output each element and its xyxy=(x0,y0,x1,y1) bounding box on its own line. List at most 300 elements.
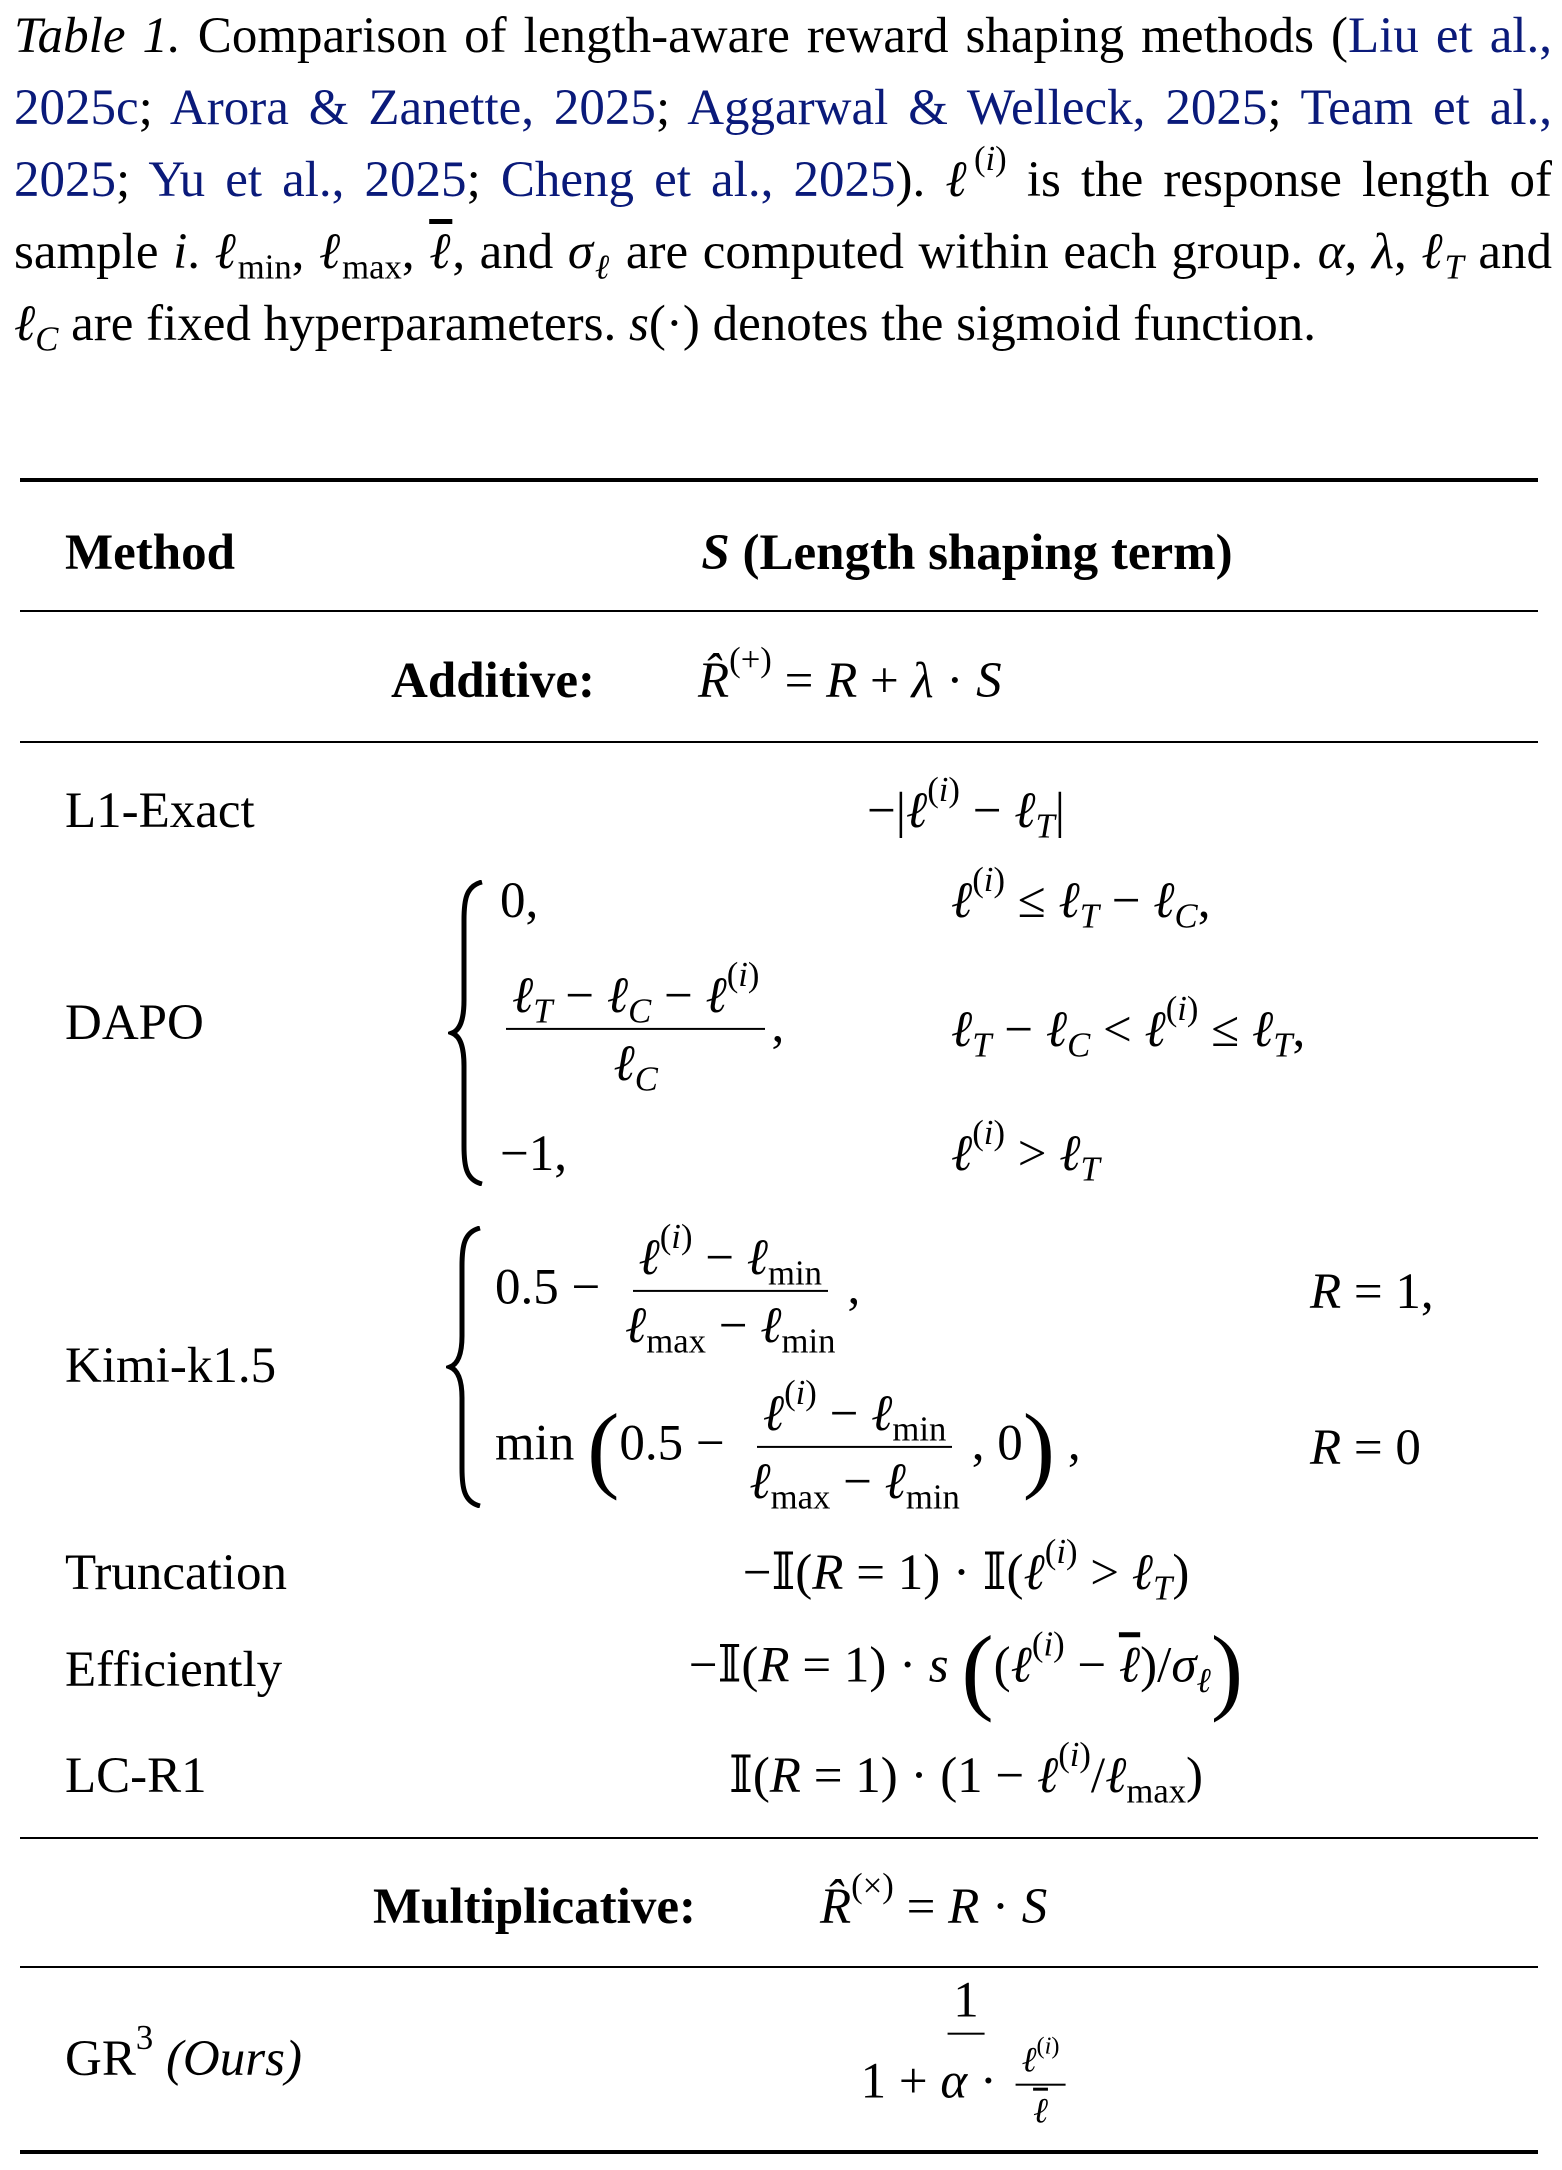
math-subscript xyxy=(1196,1661,1210,1700)
math-fraction xyxy=(855,1973,1078,2132)
caption-text: is the response length of sample xyxy=(14,152,1553,280)
math-expr xyxy=(429,224,452,280)
header-rule xyxy=(20,610,1538,612)
citation-link[interactable]: Liu et al., 2025c xyxy=(14,8,1553,136)
math-superscript xyxy=(727,955,760,994)
math-mean-variable: ℓ xyxy=(1118,1637,1141,1694)
math-variable: T xyxy=(1079,896,1100,936)
column-header-method: Method xyxy=(65,524,235,581)
additive-label: Additive: xyxy=(391,652,595,709)
math-token: , xyxy=(1197,872,1211,929)
math-token: ( xyxy=(1036,2032,1045,2060)
math-token: −1, xyxy=(500,1125,568,1182)
math-token: ( xyxy=(1031,1624,1044,1664)
additive-formula xyxy=(698,639,1002,709)
math-variable: α xyxy=(940,2053,968,2110)
dapo-case-1-condition xyxy=(951,859,1211,936)
formula-lc-r1 xyxy=(728,1734,1204,1811)
math-variable: T xyxy=(533,991,553,1031)
math-superscript xyxy=(729,640,772,679)
math-variable: ℓ xyxy=(1131,1544,1154,1601)
math-variable: i xyxy=(983,1112,994,1152)
math-token: − xyxy=(959,782,1015,839)
caption-text: and xyxy=(1463,224,1552,280)
fraction-numerator xyxy=(947,1973,985,2035)
fraction-denominator xyxy=(608,1030,664,1099)
s-symbol: S xyxy=(701,524,730,581)
caption-text: ). xyxy=(895,152,946,208)
method-gr3-name: GR xyxy=(65,2030,136,2087)
math-token: min xyxy=(781,1321,836,1361)
math-variable: R̂ xyxy=(698,652,730,709)
method-dapo: DAPO xyxy=(65,994,204,1051)
math-subscript xyxy=(1080,896,1099,935)
dapo-case-2-value xyxy=(500,954,785,1099)
caption-text: are computed within each group. xyxy=(611,224,1318,280)
math-token: · xyxy=(967,2053,1010,2110)
math-token: − xyxy=(1099,872,1154,929)
math-subscript xyxy=(238,247,292,286)
math-token: ( xyxy=(659,1216,672,1256)
math-variable: ℓ xyxy=(905,782,928,839)
math-variable: ℓ xyxy=(1059,1125,1081,1182)
math-subscript xyxy=(1067,1025,1090,1064)
math-token: −| xyxy=(867,782,906,839)
caption-sep: ; xyxy=(116,152,149,208)
math-token: ( xyxy=(784,1372,796,1412)
math-subscript xyxy=(781,1321,835,1360)
math-variable: i xyxy=(795,1372,806,1412)
math-variable: S xyxy=(1021,1878,1048,1935)
math-superscript xyxy=(972,1113,1005,1152)
math-token: max xyxy=(1126,1771,1187,1811)
math-big-paren: ) xyxy=(1210,1616,1244,1724)
multiplicative-rule xyxy=(20,1966,1538,1968)
math-subscript xyxy=(35,319,58,358)
math-token: < xyxy=(1090,1001,1145,1058)
math-variable: R xyxy=(826,652,858,709)
math-token: ) xyxy=(1053,1624,1065,1664)
dapo-case-3-value xyxy=(500,1126,567,1182)
method-lc-r1: LC-R1 xyxy=(65,1747,207,1804)
math-variable: λ xyxy=(911,652,934,709)
math-variable: R xyxy=(758,1637,790,1694)
math-expr xyxy=(629,296,700,352)
left-brace-icon xyxy=(446,1226,486,1508)
citation-link[interactable]: Cheng et al., 2025 xyxy=(500,152,896,208)
math-superscript xyxy=(1036,2033,1059,2060)
math-token: ) xyxy=(747,954,760,994)
math-token: − xyxy=(830,1454,885,1510)
citation-link[interactable]: Arora & Zanette, 2025 xyxy=(169,80,656,136)
fraction-numerator xyxy=(633,1216,828,1293)
math-variable: ℓ xyxy=(951,1125,973,1182)
math-token: = 1) · 𝕀( xyxy=(843,1544,1024,1601)
math-superscript xyxy=(784,1373,817,1412)
math-token: 0.5 − xyxy=(619,1415,738,1472)
math-superscript xyxy=(1058,1735,1091,1774)
math-token: ( xyxy=(726,954,739,994)
math-variable: ℓ xyxy=(1421,224,1445,280)
math-token: ≤ xyxy=(1198,1001,1252,1058)
math-variable: C xyxy=(1067,1025,1091,1065)
math-subscript xyxy=(768,1253,822,1292)
method-truncation: Truncation xyxy=(65,1544,287,1601)
math-variable: ℓ xyxy=(625,1298,647,1354)
math-variable: R̂ xyxy=(820,1878,852,1935)
math-token: (·) xyxy=(648,296,700,352)
math-token: min xyxy=(905,1477,960,1517)
math-token xyxy=(949,1638,962,1694)
math-superscript xyxy=(1045,1532,1078,1571)
formula-efficiently xyxy=(688,1616,1244,1724)
math-expr xyxy=(319,224,415,287)
math-big-paren: ( xyxy=(961,1616,994,1724)
math-token: , xyxy=(291,224,305,280)
math-variable: ℓ xyxy=(746,1229,768,1286)
math-token: ( xyxy=(1058,1734,1070,1774)
math-token: − xyxy=(991,1001,1046,1058)
math-subscript xyxy=(1126,1771,1186,1810)
math-expr xyxy=(14,296,59,359)
math-expr xyxy=(945,139,1007,208)
math-variable: ℓ xyxy=(1021,2039,1037,2080)
math-subscript xyxy=(635,1059,658,1098)
math-variable: S xyxy=(976,652,1002,709)
math-superscript xyxy=(974,139,1007,178)
math-variable: i xyxy=(983,859,994,899)
math-variable: R xyxy=(769,1747,801,1804)
math-token: ( xyxy=(1165,988,1178,1028)
math-fraction xyxy=(619,1216,841,1361)
math-variable: i xyxy=(1177,988,1187,1028)
multiplicative-label: Multiplicative: xyxy=(373,1878,696,1935)
math-token: ) xyxy=(1051,2032,1060,2060)
math-token: −𝕀( xyxy=(688,1637,759,1694)
math-token: | xyxy=(1054,782,1065,839)
caption-sep: ; xyxy=(138,80,170,136)
math-token: > xyxy=(1077,1544,1132,1601)
math-subscript xyxy=(533,991,552,1030)
math-token: 0, xyxy=(500,872,539,929)
math-token: min xyxy=(495,1415,588,1472)
math-token: ) xyxy=(1172,1544,1190,1601)
fraction-denominator xyxy=(743,1448,965,1517)
math-variable: i xyxy=(1056,1531,1066,1571)
kimi-case-2-value xyxy=(495,1372,1081,1517)
math-token: − xyxy=(692,1229,747,1286)
dapo-case-2-condition xyxy=(951,988,1306,1065)
math-token: ) xyxy=(1186,1747,1204,1804)
math-variable: ℓ xyxy=(214,224,238,280)
math-token: ) xyxy=(995,139,1007,178)
math-token: − xyxy=(651,967,706,1024)
math-variable: ℓ xyxy=(14,296,36,352)
math-variable: σ xyxy=(567,224,594,280)
fraction-numerator xyxy=(506,954,765,1031)
method-l1-exact: L1-Exact xyxy=(65,782,255,839)
math-expr xyxy=(173,224,200,280)
math-variable: R xyxy=(948,1878,980,1935)
caption-sep: ; xyxy=(655,80,688,136)
math-variable: i xyxy=(938,769,949,809)
kimi-case-2-condition xyxy=(1310,1420,1421,1476)
math-variable: T xyxy=(1273,1025,1293,1065)
math-token: max xyxy=(342,247,402,287)
math-subscript xyxy=(1444,247,1463,286)
multiplicative-formula xyxy=(820,1865,1048,1935)
math-variable: i xyxy=(1044,2032,1052,2060)
caption-sep: ; xyxy=(466,152,501,208)
math-variable: α xyxy=(1317,224,1345,280)
math-variable: C xyxy=(628,991,652,1031)
math-variable: ℓ xyxy=(1023,1544,1045,1601)
caption-text: denotes the sigmoid function. xyxy=(699,296,1316,352)
math-variable: T xyxy=(1153,1568,1173,1608)
math-variable: ℓ xyxy=(512,967,534,1024)
math-superscript xyxy=(851,1866,894,1905)
math-subscript xyxy=(593,247,611,286)
math-token: , xyxy=(1344,224,1372,280)
math-token: ) xyxy=(993,859,1005,899)
math-variable: i xyxy=(1043,1624,1054,1664)
math-variable: i xyxy=(671,1216,681,1256)
math-expr xyxy=(1317,224,1464,287)
math-token: = xyxy=(893,1878,949,1935)
math-mean-variable: ℓ xyxy=(429,224,453,280)
math-token: ( xyxy=(972,859,984,899)
math-subscript xyxy=(972,1025,991,1064)
math-variable: C xyxy=(35,319,59,359)
math-token: − xyxy=(1064,1637,1119,1694)
math-variable: C xyxy=(634,1059,658,1099)
math-variable: ℓ xyxy=(593,247,612,287)
math-variable: ℓ xyxy=(1153,872,1175,929)
math-token: , xyxy=(1055,1415,1081,1472)
math-fraction xyxy=(506,954,765,1099)
fraction-denominator xyxy=(1027,2086,1054,2131)
math-variable: ℓ xyxy=(606,967,629,1024)
math-big-paren: ) xyxy=(1022,1394,1056,1502)
fraction-denominator xyxy=(619,1292,841,1361)
math-token: −𝕀( xyxy=(742,1544,813,1601)
math-subscript xyxy=(1153,1568,1172,1607)
math-variable: ℓ xyxy=(1010,1637,1032,1694)
math-subscript xyxy=(646,1321,706,1360)
math-variable: R xyxy=(812,1544,844,1601)
math-variable: T xyxy=(972,1025,992,1065)
math-variable: R xyxy=(1310,1263,1342,1320)
formula-gr3 xyxy=(849,1973,1084,2132)
math-superscript xyxy=(660,1217,693,1256)
math-subscript xyxy=(771,1477,831,1516)
math-token: 𝕀( xyxy=(728,1747,770,1804)
math-token: ≤ xyxy=(1004,872,1059,929)
math-token: min xyxy=(768,1253,822,1293)
math-token: − xyxy=(816,1385,872,1442)
math-subscript xyxy=(1035,806,1054,845)
math-variable: C xyxy=(1174,896,1198,936)
method-gr3-sup: 3 xyxy=(135,2017,154,2057)
caption-text: are fixed hyperparameters. xyxy=(58,296,630,352)
citation-link[interactable]: Aggarwal & Welleck, 2025 xyxy=(687,80,1268,136)
math-token: ( xyxy=(1044,1531,1057,1571)
math-variable: i xyxy=(738,954,748,994)
math-variable: ℓ xyxy=(762,1385,785,1442)
math-token: 1 xyxy=(953,1972,979,2029)
math-token: ( xyxy=(973,139,986,178)
caption-sep: ; xyxy=(1267,80,1301,136)
section-rule xyxy=(20,1837,1538,1839)
math-mean-variable: ℓ xyxy=(1033,2091,1048,2132)
math-token: ) xyxy=(993,1112,1005,1152)
method-efficiently: Efficiently xyxy=(65,1641,283,1698)
math-variable: ℓ xyxy=(760,1298,782,1354)
math-token: . xyxy=(187,224,200,280)
math-token: = 1) · xyxy=(789,1637,929,1694)
math-superscript xyxy=(927,770,960,809)
math-variable: ℓ xyxy=(1014,782,1036,839)
math-token: (+) xyxy=(729,639,772,679)
math-token: ) xyxy=(948,769,960,809)
math-token: ( xyxy=(993,1637,1011,1694)
caption-text: Comparison of length-aware reward shaping methods ( xyxy=(180,8,1349,64)
math-superscript xyxy=(972,860,1005,899)
math-variable: ℓ xyxy=(1105,1747,1127,1804)
math-variable: T xyxy=(1035,806,1055,846)
math-token: ( xyxy=(927,769,939,809)
math-token: max xyxy=(770,1477,831,1517)
math-variable: ℓ xyxy=(871,1385,893,1442)
math-token: ) xyxy=(680,1216,693,1256)
top-rule xyxy=(20,478,1538,482)
math-variable: ℓ xyxy=(1196,1661,1211,1701)
bottom-rule xyxy=(20,2150,1538,2154)
method-kimi: Kimi-k1.5 xyxy=(65,1337,277,1394)
math-variable: ℓ xyxy=(638,1229,660,1286)
math-token: , xyxy=(1292,1001,1306,1058)
math-token: max xyxy=(646,1321,706,1361)
math-token: 0.5 − xyxy=(495,1259,614,1316)
math-token: ) xyxy=(1079,1734,1091,1774)
math-token: ) xyxy=(1065,1531,1078,1571)
kimi-case-1-value xyxy=(495,1216,861,1361)
math-variable: ℓ xyxy=(749,1454,771,1510)
math-token: > xyxy=(1004,1125,1060,1182)
math-variable: ℓ xyxy=(1058,872,1080,929)
math-variable: i xyxy=(985,139,996,178)
fraction-denominator xyxy=(855,2032,1078,2132)
citation-link[interactable]: Yu et al., 2025 xyxy=(148,152,467,208)
math-token: , xyxy=(847,1259,861,1316)
math-expr xyxy=(214,224,305,287)
math-subscript xyxy=(892,1409,946,1448)
kimi-case-1-condition xyxy=(1310,1264,1434,1320)
math-token: = 0 xyxy=(1341,1419,1421,1476)
additive-rule xyxy=(20,741,1538,743)
math-variable: R xyxy=(1310,1419,1342,1476)
math-variable: T xyxy=(1080,1149,1100,1189)
math-token: − xyxy=(552,967,607,1024)
math-subscript xyxy=(1175,896,1198,935)
math-variable: i xyxy=(173,224,188,280)
math-token: min xyxy=(892,1409,947,1449)
math-superscript xyxy=(1032,1625,1065,1664)
math-token: min xyxy=(237,247,292,287)
math-superscript xyxy=(1166,989,1199,1028)
ours-label: (Ours) xyxy=(153,2030,302,2087)
math-token: − xyxy=(705,1298,761,1354)
math-token: ) xyxy=(1186,988,1199,1028)
math-variable: ℓ xyxy=(705,967,727,1024)
math-token: , 0 xyxy=(971,1415,1023,1472)
math-variable: ℓ xyxy=(951,872,973,929)
math-fraction xyxy=(743,1372,965,1517)
math-token: (×) xyxy=(851,1865,894,1905)
math-subscript xyxy=(342,247,402,286)
math-subscript xyxy=(906,1477,960,1516)
fraction-numerator xyxy=(757,1372,952,1449)
math-variable: ℓ xyxy=(884,1454,906,1510)
math-token: )/ xyxy=(1140,1637,1172,1694)
math-token: · xyxy=(979,1878,1022,1935)
left-brace-icon xyxy=(448,880,488,1186)
math-variable: s xyxy=(928,1637,949,1694)
caption-label: Table 1. xyxy=(14,8,181,64)
table-caption xyxy=(14,0,1552,360)
math-subscript xyxy=(1081,1149,1100,1188)
math-variable: λ xyxy=(1371,224,1394,280)
math-variable: s xyxy=(629,296,649,352)
math-variable: ℓ xyxy=(319,224,343,280)
column-header-shaping-term xyxy=(701,525,1232,581)
math-variable: ℓ xyxy=(1036,1747,1059,1804)
math-variable: σ xyxy=(1171,1637,1197,1694)
math-token: = 1) · (1 − xyxy=(800,1747,1037,1804)
math-variable: T xyxy=(1444,247,1464,287)
math-subscript xyxy=(628,991,651,1030)
dapo-case-1-value xyxy=(500,873,538,929)
method-gr3 xyxy=(65,2017,302,2087)
citation-link[interactable]: Team et al., 2025 xyxy=(14,80,1553,208)
math-variable: ℓ xyxy=(951,1001,973,1058)
formula-l1-exact xyxy=(867,769,1065,846)
formula-truncation xyxy=(742,1531,1190,1608)
math-token: + xyxy=(857,652,912,709)
math-variable: ℓ xyxy=(1045,1001,1068,1058)
math-variable: ℓ xyxy=(1251,1001,1274,1058)
fraction-numerator xyxy=(1016,2032,1066,2086)
math-subscript xyxy=(1273,1025,1292,1064)
caption-text: , and xyxy=(452,224,568,280)
math-expr xyxy=(567,224,612,287)
math-token: / xyxy=(1090,1747,1106,1804)
math-variable: ℓ xyxy=(613,1036,635,1092)
math-token: ) xyxy=(805,1372,817,1412)
math-token: = xyxy=(771,652,827,709)
math-token: ( xyxy=(972,1112,984,1152)
math-token: , xyxy=(771,997,785,1054)
dapo-case-3-condition xyxy=(951,1112,1100,1189)
math-big-paren: ( xyxy=(587,1394,620,1502)
math-token: , xyxy=(1393,224,1422,280)
math-fraction xyxy=(1016,2032,1066,2132)
math-token: · xyxy=(933,652,977,709)
math-token: = 1, xyxy=(1341,1263,1434,1320)
math-variable: ℓ xyxy=(945,152,974,208)
math-variable: i xyxy=(1069,1734,1080,1774)
math-token: 1 + xyxy=(860,2053,941,2110)
